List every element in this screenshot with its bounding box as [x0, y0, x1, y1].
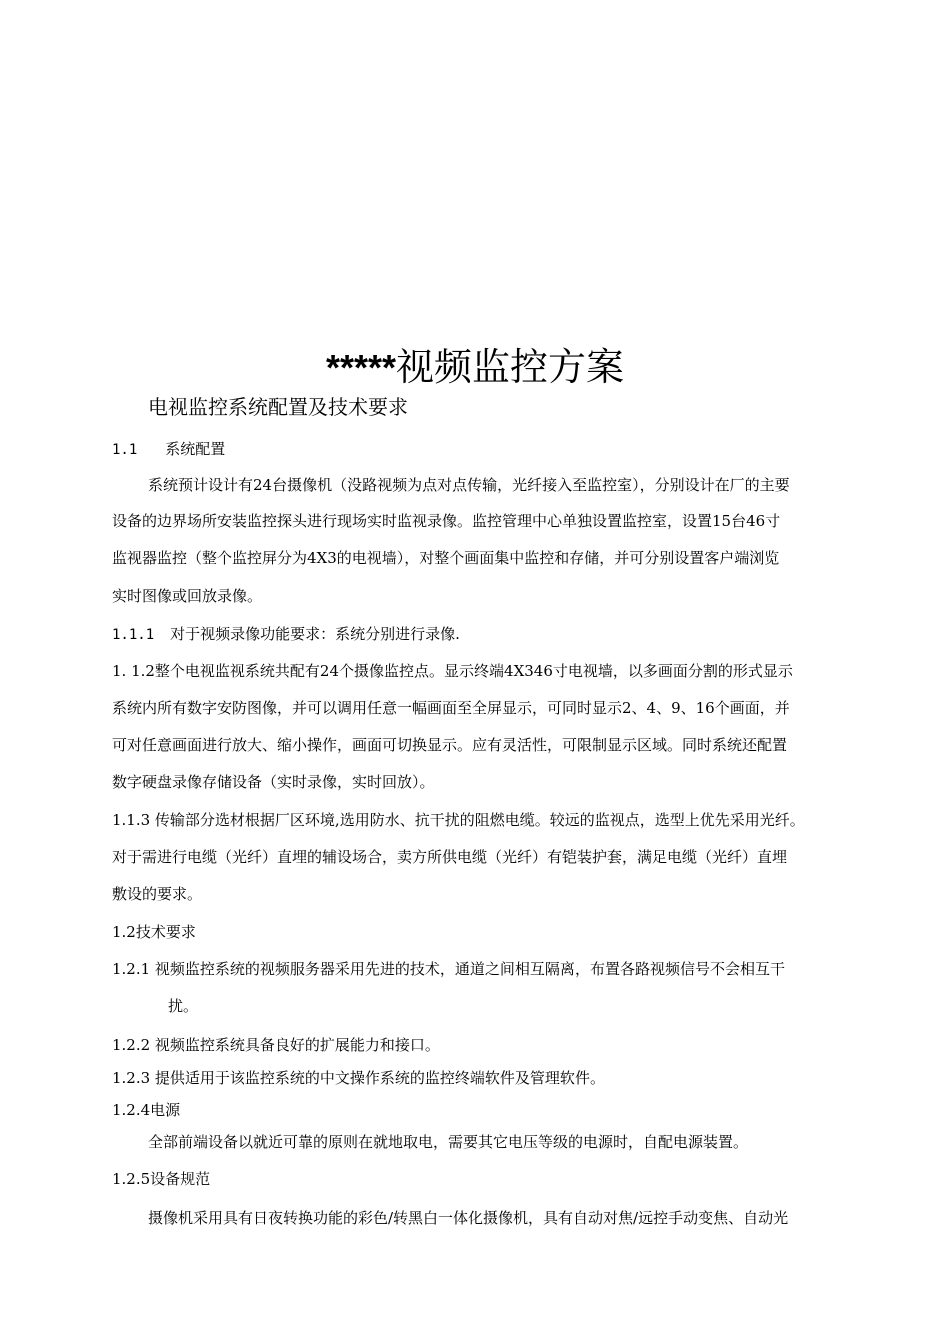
paragraph-line: 对于需进行电缆（光纤）直埋的辅设场合，卖方所供电缆（光纤）有铠装护套，满足电缆（光纤）直埋: [112, 848, 788, 866]
section-heading-1-2-5: 1.2.5设备规范: [112, 1170, 211, 1188]
paragraph-line: 监视器监控（整个监控屏分为4X3的电视墙），对整个画面集中监控和存储，并可分别设置客户端浏览: [112, 549, 780, 567]
section-number: 1.1: [112, 442, 138, 458]
paragraph-line: 1.2.1 视频监控系统的视频服务器采用先进的技术，通道之间相互隔离，布置各路视频信号不会相互干: [112, 960, 785, 978]
title-stars: *****: [325, 347, 397, 388]
paragraph-line: 设备的边界场所安装监控探头进行现场实时监视录像。监控管理中心单独设置监控室，设置15台46寸: [112, 512, 781, 530]
title-text: 视频监控方案: [396, 345, 625, 389]
section-heading-1-1-1: [112, 623, 460, 646]
paragraph-line: 1.1.3 传输部分选材根据厂区环境,选用防水、抗干扰的阻燃电缆。较远的监视点，选型上优先采用光纤。: [112, 811, 805, 829]
paragraph-line: 系统内所有数字安防图像，并可以调用任意一幅画面至全屏显示，可同时显示2、4、9、16个画面，并: [112, 699, 790, 717]
section-heading-1-2-4: 1.2.4电源: [112, 1101, 181, 1119]
paragraph-line: 1. 1.2整个电视监视系统共配有24个摄像监控点。显示终端4X346寸电视墙，以多画面分割的形式显示: [112, 662, 793, 680]
paragraph-line: 可对任意画面进行放大、缩小操作，画面可切换显示。应有灵活性，可限制显示区域。同时系统还配置: [112, 736, 788, 754]
paragraph-line: 数字硬盘录像存储设备（实时录像，实时回放）。: [112, 773, 435, 791]
paragraph-line: 扰。: [168, 997, 199, 1015]
section-title: 对于视频录像功能要求：系统分别进行录像.: [170, 625, 460, 643]
section-heading-1-2: 1.2技术要求: [112, 923, 196, 941]
paragraph-line: 敷设的要求。: [112, 885, 203, 903]
paragraph-line: 全部前端设备以就近可靠的原则在就地取电，需要其它电压等级的电源时，自配电源装置。: [148, 1133, 749, 1151]
paragraph-line: 实时图像或回放录像。: [112, 587, 263, 605]
paragraph-line: 1.2.3 提供适用于该监控系统的中文操作系统的监控终端软件及管理软件。: [112, 1069, 605, 1087]
document-title: [0, 340, 950, 395]
section-number: 1.1.1: [112, 627, 155, 643]
paragraph-line: 系统预计设计有24台摄像机（没路视频为点对点传输，光纤接入至监控室），分别设计在厂的主要: [148, 476, 790, 494]
paragraph-line: 1.2.2 视频监控系统具备良好的扩展能力和接口。: [112, 1036, 440, 1054]
section-heading-1-1: [112, 438, 225, 461]
document-subtitle: 电视监控系统配置及技术要求: [148, 395, 408, 419]
paragraph-line: 摄像机采用具有日夜转换功能的彩色/转黑白一体化摄像机，具有自动对焦/远控手动变焦、自动光: [148, 1209, 789, 1227]
section-title: 系统配置: [165, 440, 226, 458]
